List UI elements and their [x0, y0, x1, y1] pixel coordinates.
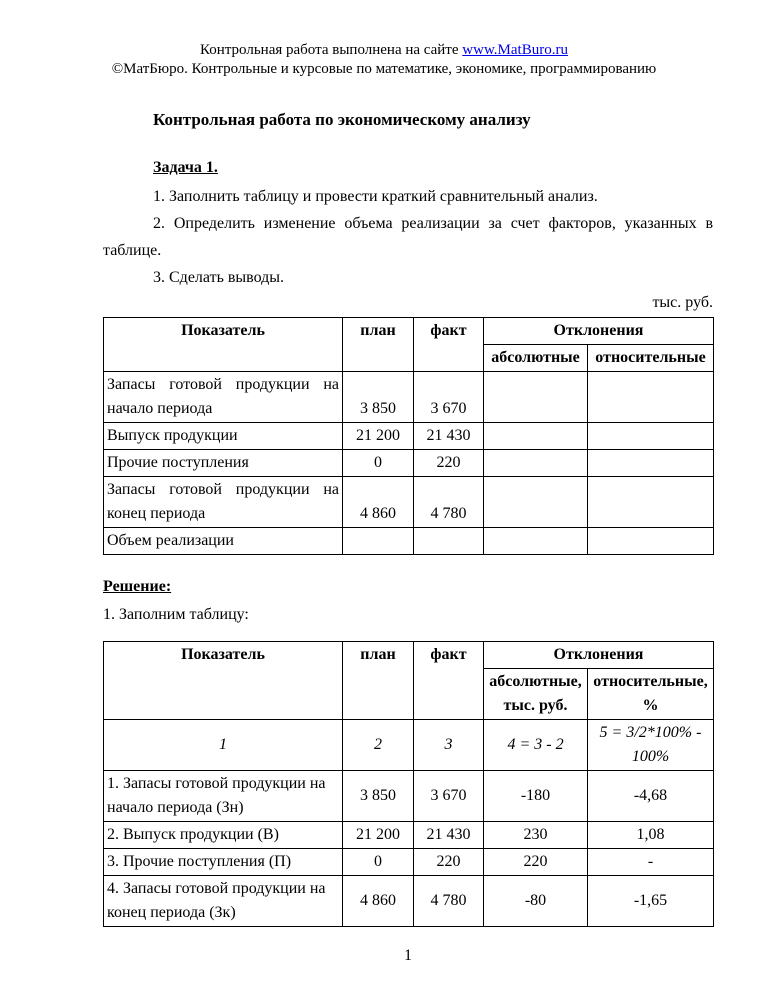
cell-fact: 21 430 [414, 822, 484, 849]
cell-abs [484, 528, 588, 555]
header-plan: план [343, 318, 414, 372]
cell-abs [484, 477, 588, 528]
cell-abs [484, 423, 588, 450]
solution-step: 1. Заполним таблицу: [103, 606, 249, 623]
header-fact: факт [414, 318, 484, 372]
numbering-cell: 5 = 3/2*100% - 100% [588, 720, 714, 771]
cell-label: Объем реализации [104, 528, 343, 555]
cell-rel [588, 423, 714, 450]
task-heading [103, 158, 713, 178]
task-table [103, 317, 714, 555]
header-absolute: абсолютные, тыс. руб. [484, 669, 588, 720]
numbering-cell: 2 [343, 720, 414, 771]
document-body [103, 109, 713, 965]
table-header-row [104, 642, 714, 669]
header-line1 [0, 41, 768, 60]
table-row [104, 528, 714, 555]
cell-rel [588, 528, 714, 555]
cell-label: 2. Выпуск продукции (В) [104, 822, 343, 849]
solution-heading-text: Решение: [103, 578, 172, 595]
header-indicator: Показатель [104, 642, 343, 720]
cell-abs: -180 [484, 771, 588, 822]
table-row [104, 423, 714, 450]
column-numbering-row [104, 720, 714, 771]
numbering-cell: 4 = 3 - 2 [484, 720, 588, 771]
task-item-2: 2. Определить изменение объема реализации за счет факторов, указанных в таблице. [103, 215, 713, 259]
cell-plan: 0 [343, 849, 414, 876]
cell-fact: 220 [414, 450, 484, 477]
cell-abs: -80 [484, 876, 588, 927]
cell-fact: 220 [414, 849, 484, 876]
cell-abs [484, 372, 588, 423]
table-row [104, 372, 714, 423]
cell-plan: 4 860 [343, 876, 414, 927]
cell-label: Прочие поступления [104, 450, 343, 477]
cell-plan: 0 [343, 450, 414, 477]
page-number: 1 [404, 947, 412, 964]
header-fact: факт [414, 642, 484, 720]
table-header-row [104, 318, 714, 345]
cell-label: Выпуск продукции [104, 423, 343, 450]
cell-fact: 4 780 [414, 477, 484, 528]
header-absolute: абсолютные [484, 345, 588, 372]
header-deviations: Отклонения [484, 318, 714, 345]
cell-rel: -4,68 [588, 771, 714, 822]
cell-abs: 220 [484, 849, 588, 876]
header-deviations: Отклонения [484, 642, 714, 669]
cell-rel [588, 450, 714, 477]
cell-plan: 21 200 [343, 822, 414, 849]
table-row [104, 450, 714, 477]
cell-plan: 3 850 [343, 771, 414, 822]
cell-rel [588, 477, 714, 528]
cell-abs [484, 450, 588, 477]
cell-plan: 4 860 [343, 477, 414, 528]
cell-label: 3. Прочие поступления (П) [104, 849, 343, 876]
header-relative: относительные [588, 345, 714, 372]
cell-fact: 3 670 [414, 771, 484, 822]
cell-rel [588, 372, 714, 423]
units-note: тыс. руб. [652, 294, 713, 311]
cell-plan: 3 850 [343, 372, 414, 423]
task-heading-text: Задача 1. [153, 159, 218, 176]
cell-fact [414, 528, 484, 555]
task-item-1: 1. Заполнить таблицу и провести краткий сравнительный анализ. [153, 188, 598, 205]
cell-fact: 4 780 [414, 876, 484, 927]
table-row [104, 849, 714, 876]
header-relative: относительные, % [588, 669, 714, 720]
cell-plan: 21 200 [343, 423, 414, 450]
cell-rel: -1,65 [588, 876, 714, 927]
cell-rel: - [588, 849, 714, 876]
cell-fact: 3 670 [414, 372, 484, 423]
header-line2: ©МатБюро. Контрольные и курсовые по математике, экономике, программированию [111, 61, 657, 77]
cell-label: 4. Запасы готовой продукции на конец периода (Зк) [104, 876, 343, 927]
numbering-cell: 1 [104, 720, 343, 771]
cell-abs: 230 [484, 822, 588, 849]
header-indicator: Показатель [104, 318, 343, 372]
cell-label: Запасы готовой продукции на конец периода [104, 477, 343, 528]
matburo-link[interactable]: www.MatBuro.ru [462, 42, 568, 58]
page-title: Контрольная работа по экономическому анализу [153, 110, 531, 129]
task-item-3: 3. Сделать выводы. [153, 269, 285, 286]
numbering-cell: 3 [414, 720, 484, 771]
table-row [104, 876, 714, 927]
cell-label: Запасы готовой продукции на начало периода [104, 372, 343, 423]
cell-plan [343, 528, 414, 555]
cell-rel: 1,08 [588, 822, 714, 849]
cell-fact: 21 430 [414, 423, 484, 450]
table-row [104, 477, 714, 528]
cell-label: 1. Запасы готовой продукции на начало периода (Зн) [104, 771, 343, 822]
solution-table [103, 641, 714, 927]
doc-header [0, 0, 768, 79]
solution-heading [103, 577, 713, 597]
table-row [104, 771, 714, 822]
header-line1-text: Контрольная работа выполнена на сайте [200, 42, 463, 58]
table-row [104, 822, 714, 849]
header-plan: план [343, 642, 414, 720]
